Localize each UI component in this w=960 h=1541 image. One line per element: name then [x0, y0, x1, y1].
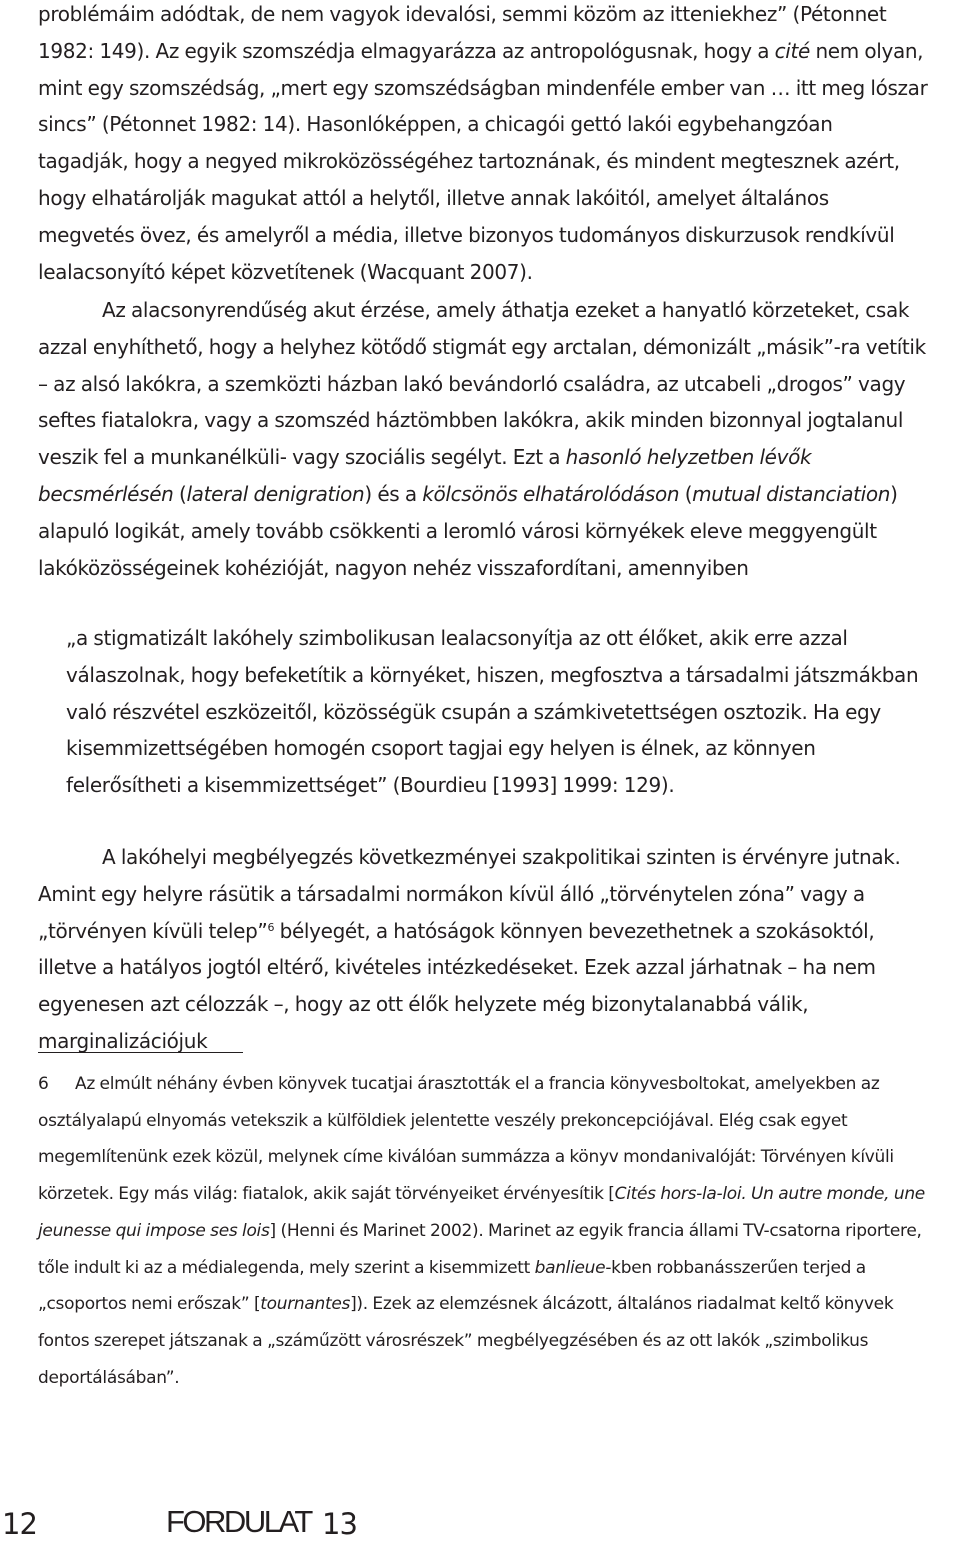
footnote-text-b: ] (Henni és Marinet 2002). Marinet az egyik francia állami TV-csatorna riportere, tőle indult ki az a médialegenda, mely szerint a kisemmizett [38, 1220, 922, 1278]
footnote-text-a: Az elmúlt néhány évben könyvek tucatjai árasztották el a francia könyvesboltokat, amelyekben az osztályalapú elnyomás vetekszik a külföldiek jelentette veszély prekoncepciójával. Elég csak egyet megemlítenünk ezek közül, melynek címe kiválóan summázza a könyv mondanivalóját: Törvényen kívüli körzetek. Egy más világ: fiatalok, akik saját törvényeiket érvényesítik [ [38, 1074, 894, 1205]
footnote-text-c: -kben robbanásszerűen terjed a „csoportos nemi erőszak” [ [38, 1257, 866, 1315]
block-quote [66, 620, 928, 804]
paragraph-2-italic-term-2: lateral denigration [186, 481, 365, 506]
body-paragraph-2 [38, 292, 928, 586]
footnote-number: 6 [38, 1074, 49, 1094]
body-paragraph-1 [38, 0, 928, 290]
paragraph-2-text-c: ) és a [364, 481, 423, 506]
journal-logo: FORDULAT [166, 1504, 311, 1539]
paragraph-3-text-b: bélyegét, a hatóságok könnyen bevezethetnek a szokásoktól, illetve a hatályos jogtól eltérő, kivételes intézkedéseket. Ezek azzal járhatnak – ha nem egyenesen azt célozzák –, hogy az ott élők helyzete még bizonytalanabbá válik, marginalizációjuk [38, 918, 876, 1053]
paragraph-2-italic-term-4: mutual distanciation [692, 481, 891, 506]
body-paragraph-3 [38, 839, 928, 1060]
paragraph-3-text-a: A lakóhelyi megbélyegzés következményei szakpolitikai szinten is érvényre jutnak. Amint egy helyre rásütik a társadalmi normákon kívül álló „törvénytelen zóna” vagy a „törvényen kívüli telep” [38, 845, 901, 943]
footnote-separator [38, 1052, 243, 1053]
paragraph-1-italic-cite: cité [774, 38, 810, 63]
footnote-italic-title: Cités hors-la-loi. Un autre monde, une jeunesse qui impose ses lois [38, 1184, 925, 1241]
page-number-right: 13 [322, 1507, 357, 1541]
page-number-left: 12 [2, 1507, 37, 1541]
paragraph-2-italic-term-3: kölcsönös elhatárolódáson [422, 481, 680, 506]
paragraph-2-text-b: ( [173, 481, 187, 506]
footnote-italic-tournantes: tournantes [260, 1294, 351, 1315]
paragraph-2-text-e: ) alapuló logikát, amely tovább csökkenti a leromló városi környékek eleve meggyengült lakóközösségeinek kohézióját, nagyon nehéz visszafordítani, amennyiben [38, 481, 898, 580]
footnote-6 [38, 1066, 928, 1396]
block-quote-text: „a stigmatizált lakóhely szimbolikusan lealacsonyítja az ott élőket, akik erre azzal válaszolnak, hogy befeketítik a környéket, hiszen, megfosztva a társadalmi játszmákban való részvétel eszközeitől, közösségük csupán a számkivetettségen osztozik. Ha egy kisemmizettségében homogén csoport tagjai egy helyen is élnek, az könnyen felerősítheti a kisemmizettséget” (Bourdieu [1993] 1999: 129). [66, 626, 919, 798]
paragraph-1-text-a: problémáim adódtak, de nem vagyok idevalósi, semmi közöm az itteniekhez” (Pétonnet 1982: 149). Az egyik szomszédja elmagyarázza az antropológusnak, hogy a [38, 2, 887, 63]
footnote-reference[interactable]: 6 [267, 920, 275, 934]
footnote-text-d: ]). Ezek az elemzésnek álcázott, általános riadalmat keltő könyvek fontos szerepet játszanak a „száműzött városrészek” megbélyegzésében és az ott lakók „szimbolikus deportálásában”. [38, 1294, 894, 1388]
paragraph-1-text-b: nem olyan, mint egy szomszédság, „mert egy szomszédságban mindenféle ember van … itt meg lószar sincs” (Pétonnet 1982: 14). Hasonlóképpen, a chicagói gettó lakói egybehangzóan tagadják, hogy a negyed mikroközösségéhez tartoznának, és mindent megtesznek azért, hogy elhatárolják magukat attól a helytől, illetve annak lakóitól, amelyet általános megvetés övez, és amelyről a média, illetve bizonyos tudományos diskurzusok rendkívül lealacsonyító képet közvetítenek (Wacquant 2007). [38, 38, 928, 284]
paragraph-2-text-a: Az alacsonyrendűség akut érzése, amely áthatja ezeket a hanyatló körzeteket, csak azzal enyhíthető, hogy a helyhez kötődő stigmát egy arctalan, démonizált „másik”-ra vetítik – az alsó lakókra, a szemközti házban lakó bevándorló családra, az utcabeli „drogos” vagy seftes fiatalokra, vagy a szomszéd háztömbben lakókra, akik minden bizonnyal jogtalanul veszik fel a munkanélküli- vagy szociális segélyt. Ezt a [38, 298, 926, 470]
paragraph-2-text-d: ( [679, 481, 693, 506]
paragraph-2-italic-term-1: hasonló helyzetben lévők becsmérlésén [38, 445, 812, 506]
footnote-italic-banlieue: banlieue [534, 1257, 606, 1278]
